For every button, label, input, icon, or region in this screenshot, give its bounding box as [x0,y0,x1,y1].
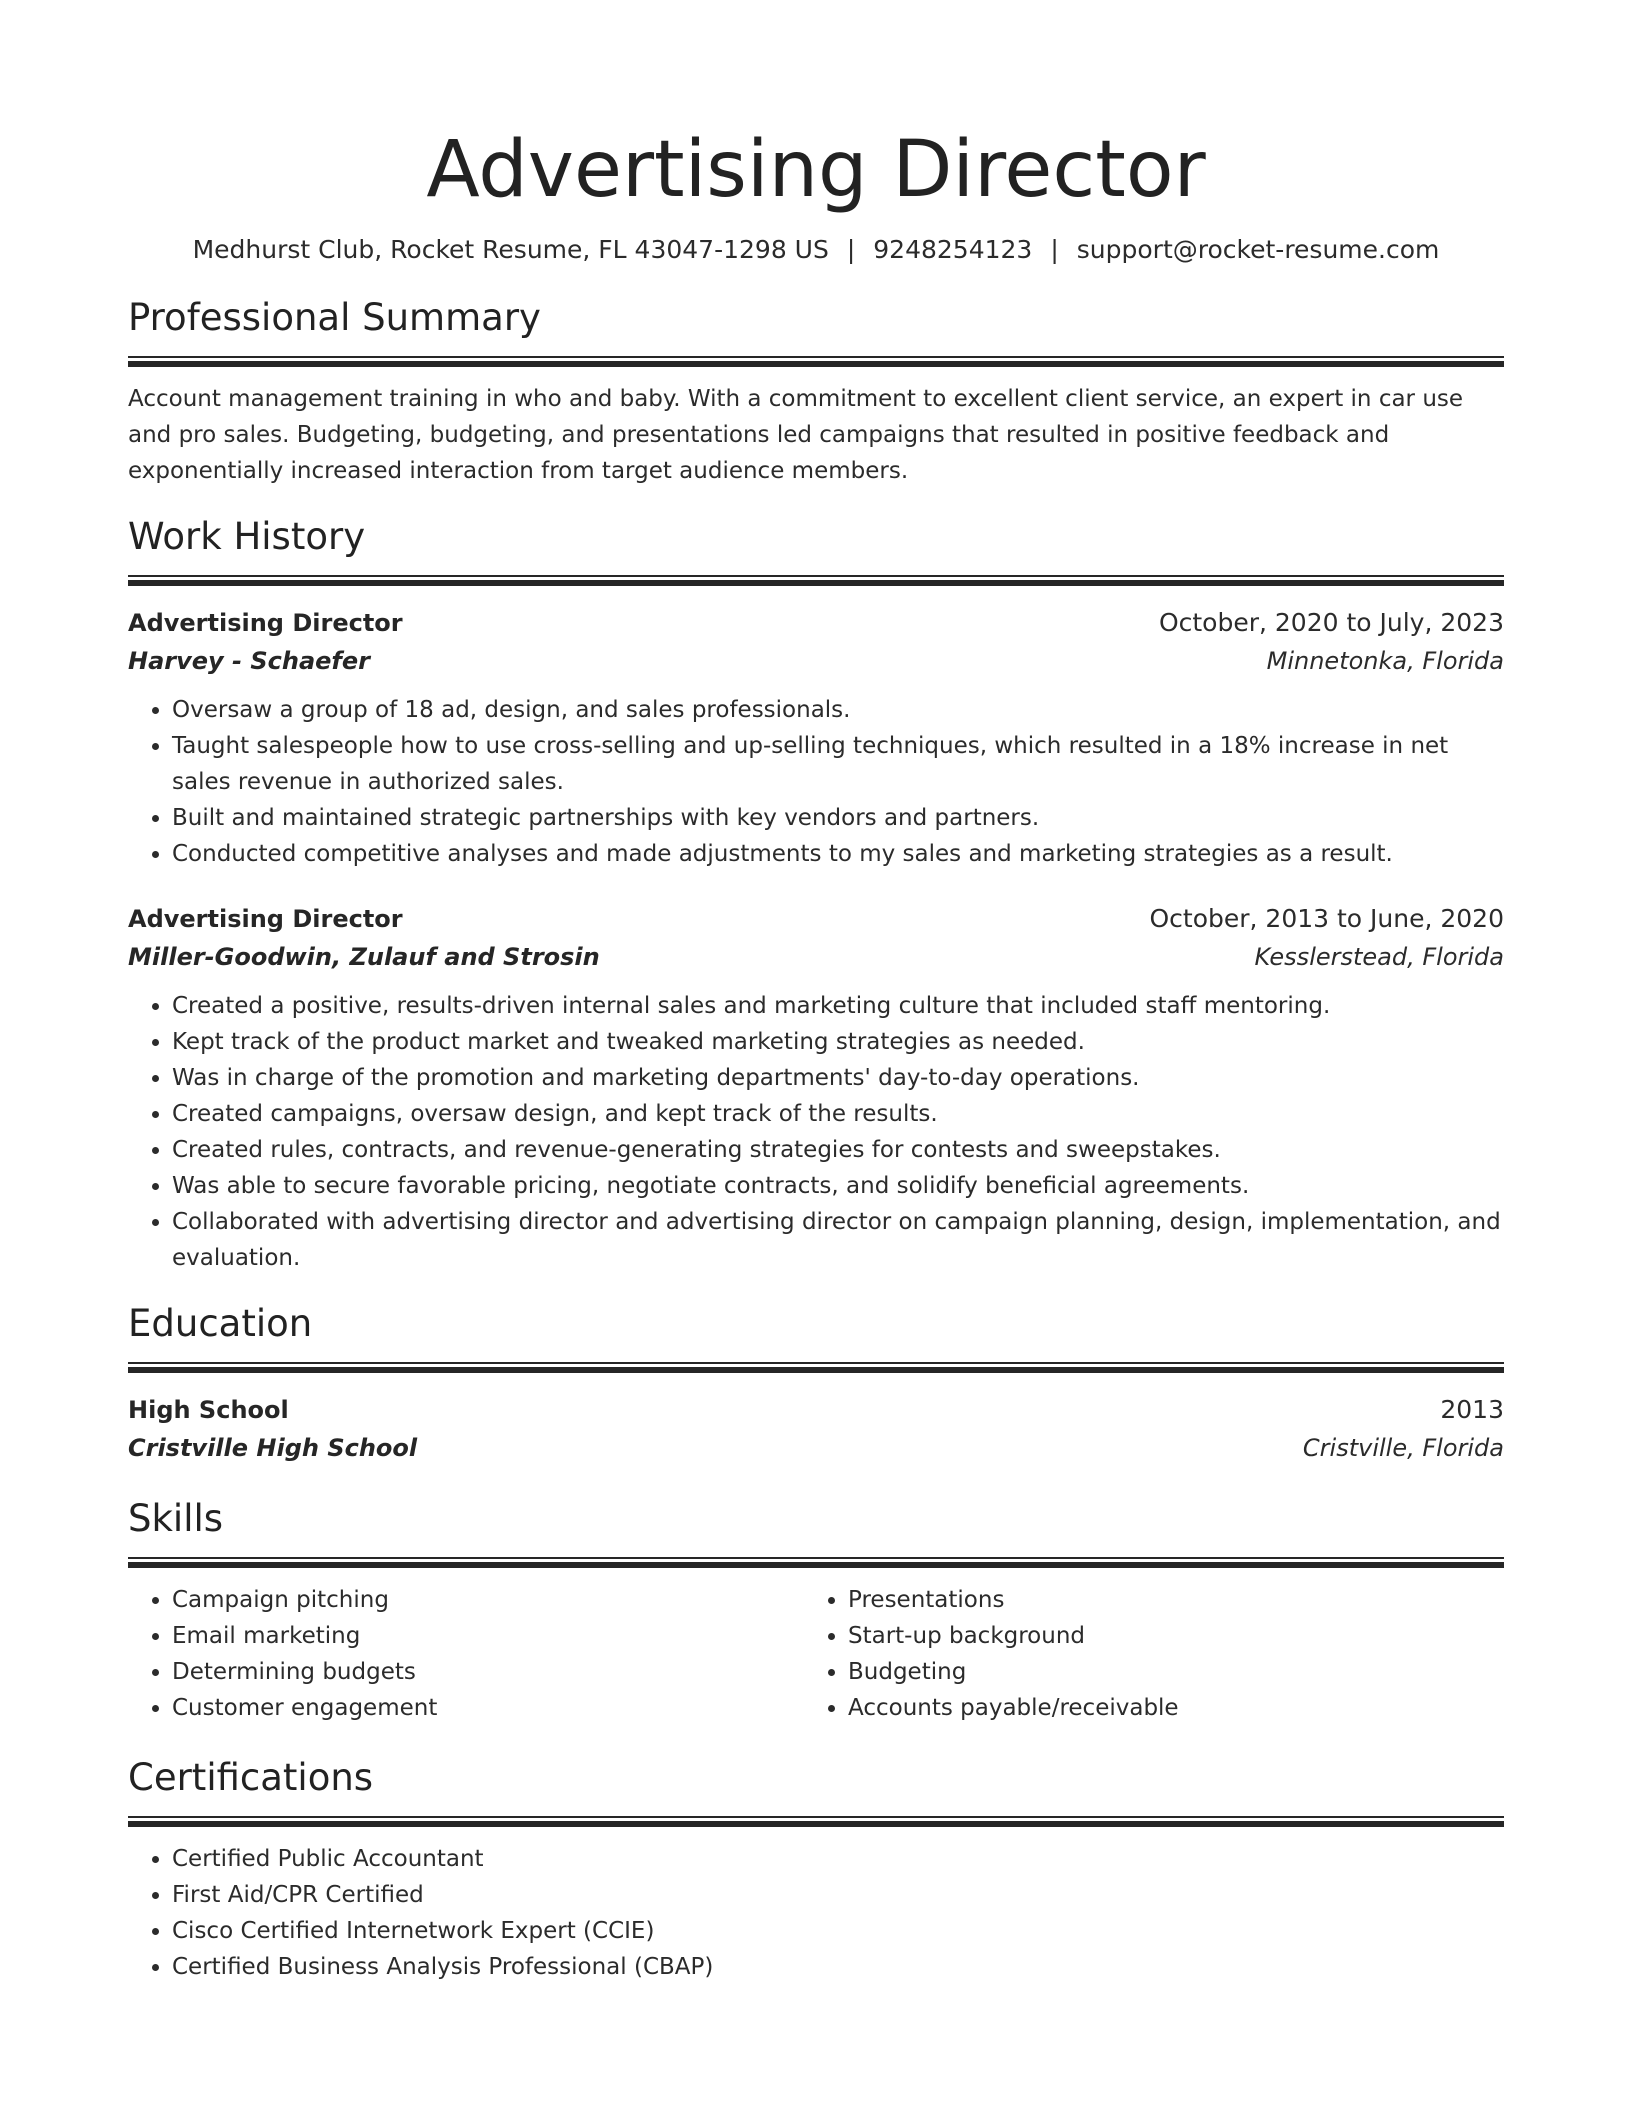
education-entry [128,1391,1504,1467]
list-item: • Presentations [848,1582,1480,1618]
list-item: • Created rules, contracts, and revenue-generating strategies for contests and sweepstakes. [172,1132,1504,1168]
list-item: • Oversaw a group of 18 ad, design, and sales professionals. [172,692,1504,728]
list-item: • Certified Public Accountant [172,1841,1504,1877]
job-location: Kesslerstead, Florida [1254,943,1504,971]
contact-separator: | [1050,235,1059,264]
skills-section [128,1495,1504,1726]
list-item: • Determining budgets [172,1654,804,1690]
list-item: • Budgeting [848,1654,1480,1690]
education-school-row [128,1429,1504,1467]
list-item: • Built and maintained strategic partnerships with key vendors and partners. [172,800,1504,836]
skills-title: Skills [128,1497,224,1540]
education-section [128,1300,1504,1467]
job-dates: October, 2020 to July, 2023 [1158,608,1504,637]
education-year: 2013 [1440,1395,1504,1424]
section-divider [128,356,1504,367]
list-item: • Cisco Certified Internetwork Expert (CCIE) [172,1913,1504,1949]
job-company: Miller-Goodwin, Zulauf and Strosin [128,943,600,971]
list-item: • Start-up background [848,1618,1480,1654]
education-school: Cristville High School [128,1434,418,1462]
job-header-row [128,604,1504,642]
section-divider [128,575,1504,586]
job-location: Minnetonka, Florida [1266,647,1504,675]
section-divider [128,1557,1504,1568]
list-item: • Kept track of the product market and tweaked marketing strategies as needed. [172,1024,1504,1060]
section-divider [128,1816,1504,1827]
work-history-title: Work History [128,515,366,558]
summary-title: Professional Summary [128,296,541,339]
job-entry [128,604,1504,872]
job-title: Advertising Director [128,905,403,933]
job-bullets [128,988,1504,1276]
job-dates: October, 2013 to June, 2020 [1149,904,1504,933]
resume-name: Advertising Director [426,125,1206,215]
education-location: Cristville, Florida [1302,1434,1504,1462]
list-item: • Was in charge of the promotion and marketing departments' day-to-day operations. [172,1060,1504,1096]
job-bullets [128,692,1504,872]
job-company-row [128,642,1504,680]
job-company-row [128,938,1504,976]
list-item: • Conducted competitive analyses and made adjustments to my sales and marketing strategies as a result. [172,836,1504,872]
skills-right-column [804,1582,1480,1726]
resume-header [128,118,1504,268]
job-header-row [128,900,1504,938]
skills-grid [128,1582,1504,1726]
section-divider [128,1362,1504,1373]
list-item: • Created a positive, results-driven internal sales and marketing culture that included staff mentoring. [172,988,1504,1024]
contact-separator: | [846,235,856,264]
list-item: • First Aid/CPR Certified [172,1877,1504,1913]
job-entry [128,900,1504,1276]
contact-email: support@rocket-resume.com [1076,235,1440,264]
list-item: • Collaborated with advertising director and advertising director on campaign planning, design, implementation, and evaluation. [172,1204,1504,1276]
certifications-list [128,1841,1504,1985]
list-item: • Campaign pitching [172,1582,804,1618]
contact-phone: 9248254123 [873,235,1033,264]
contact-address: Medhurst Club, Rocket Resume, FL 43047-1298 US [192,235,829,264]
summary-text: Account management training in who and baby. With a commitment to excellent client service, an expert in car use and pro sales. Budgeting, budgeting, and presentations led campaigns that resulted in positive feedback and exponentially increased interaction from target audience members. [128,386,1464,484]
work-history-section [128,513,1504,1276]
list-item: • Taught salespeople how to use cross-selling and up-selling techniques, which resulted in a 18% increase in net sales revenue in authorized sales. [172,728,1504,800]
summary-section [128,294,1504,489]
list-item: • Accounts payable/receivable [848,1690,1480,1726]
list-item: • Created campaigns, oversaw design, and kept track of the results. [172,1096,1504,1132]
education-degree: High School [128,1396,289,1424]
skills-left-column [128,1582,804,1726]
list-item: • Customer engagement [172,1690,804,1726]
certifications-title: Certifications [128,1756,374,1799]
education-title: Education [128,1302,313,1345]
list-item: • Was able to secure favorable pricing, negotiate contracts, and solidify beneficial agreements. [172,1168,1504,1204]
certifications-section [128,1754,1504,1985]
list-item: • Certified Business Analysis Professional (CBAP) [172,1949,1504,1985]
job-title: Advertising Director [128,609,403,637]
job-company: Harvey - Schaefer [128,647,370,675]
list-item: • Email marketing [172,1618,804,1654]
education-header-row [128,1391,1504,1429]
contact-line [128,232,1504,268]
